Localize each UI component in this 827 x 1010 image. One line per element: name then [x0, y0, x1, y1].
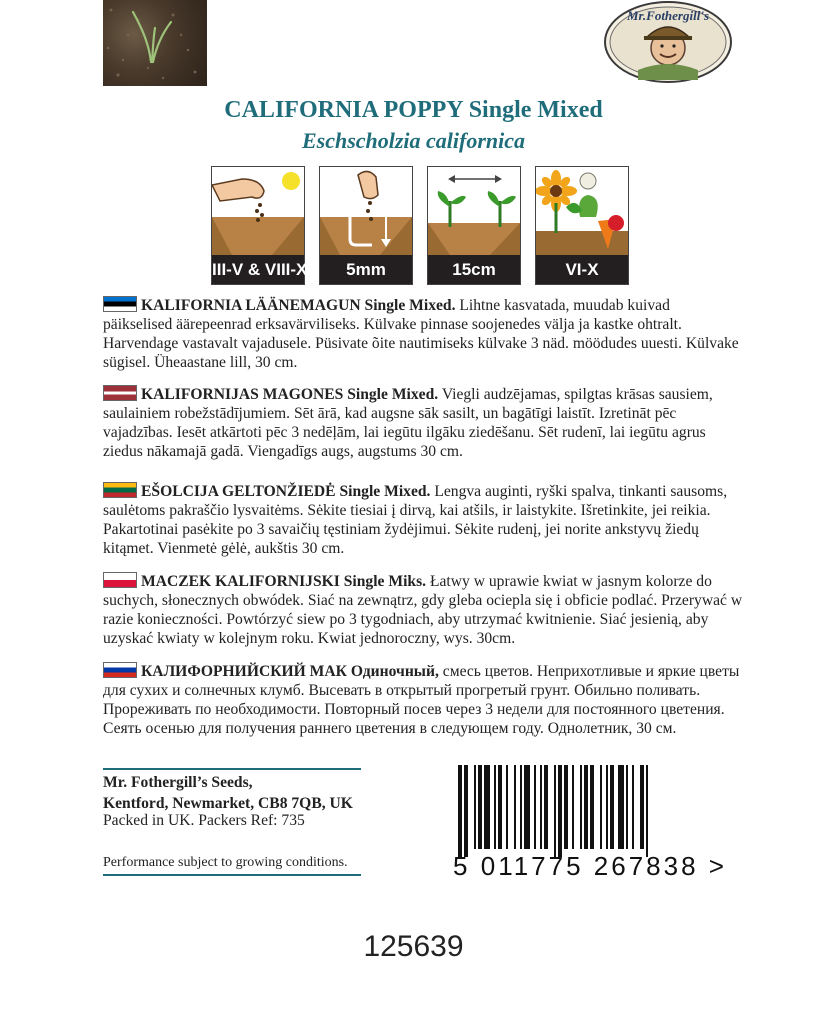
- barcode-bar: [458, 765, 462, 857]
- section-text: Łatwy w uprawie kwiat w jasnym kolorze do suchych, słonecznych obwódek. Siać na zewnątrz, gdy gleba ociepla się i obficie podlać. Przerywać w razie konieczności. Powtórzyć siew po 3 tygodniach, aby utrzymać kwitnienie. Siać jesienią, aby uzyskać kwiaty w kolejnym roku. Kwiat jednoroczny, wys. 30cm.: [103, 573, 743, 647]
- section-russian: [103, 662, 743, 738]
- barcode-bar: [514, 765, 516, 849]
- barcode: [440, 763, 740, 888]
- plant-spacing-icon: [428, 167, 520, 255]
- barcode-bar: [558, 765, 562, 857]
- flowering-period-card: [535, 166, 629, 285]
- barcode-bar: [572, 765, 574, 849]
- seedling-icon: [103, 0, 207, 86]
- section-heading: KALIFORNIA LÄÄNEMAGUN Single Mixed.: [141, 297, 456, 314]
- sowing-period-card: [211, 166, 308, 285]
- barcode-bar: [600, 765, 602, 849]
- barcode-bar: [506, 765, 508, 849]
- section-lithuanian: [103, 482, 743, 558]
- barcode-bar: [584, 765, 588, 849]
- brand-name: Mr.Fothergill's: [627, 8, 709, 23]
- section-polish: [103, 572, 743, 648]
- section-heading: EŠOLCIJA GELTONŽIEDĖ Single Mixed.: [141, 483, 431, 500]
- seedling-photo: [103, 0, 207, 86]
- section-latvian: [103, 385, 743, 461]
- section-heading: MACZEK KALIFORNIJSKI Single Miks.: [141, 573, 427, 590]
- barcode-bar: [464, 765, 468, 857]
- barcode-bar: [554, 765, 556, 857]
- section-text: смесь цветов. Неприхотливые и яркие цветы для сухих и солнечных клумб. Высевать в открытый прогретый грунт. Обильно поливать. Прореживать по необходимости. Повторный посев через 3 недели для постоянного цветения. Сеять осенью для получения раннего цветения в следующем году. Однолетник, 30 см.: [103, 663, 740, 737]
- barcode-bar: [540, 765, 542, 849]
- spacing-label: 15cm: [428, 255, 520, 284]
- poland-flag-icon: [103, 572, 137, 588]
- barcode-bar: [484, 765, 490, 849]
- barcode-bar: [590, 765, 594, 849]
- flowers-vegetables-icon: [536, 167, 628, 255]
- barcode-bar: [610, 765, 614, 849]
- russia-flag-icon: [103, 662, 137, 678]
- barcode-bar: [618, 765, 624, 849]
- sowing-by-hand-icon: [212, 167, 304, 255]
- barcode-digits: 5 011775 267838 >: [453, 851, 727, 881]
- sowing-depth-icon: [320, 167, 412, 255]
- company-location: Kentford, Newmarket, CB8 7QB, UK: [103, 795, 353, 812]
- barcode-bar: [520, 765, 522, 849]
- spacing-card: [427, 166, 521, 285]
- barcode-bar: [646, 765, 648, 857]
- product-code: 125639: [363, 930, 464, 963]
- company-name: Mr. Fothergill’s Seeds,: [103, 774, 253, 791]
- company-address: [103, 768, 361, 814]
- barcode-bar: [498, 765, 502, 849]
- brand-logo-icon: [602, 0, 734, 84]
- sowing-depth-card: [319, 166, 413, 285]
- section-text: Viegli audzējamas, spilgtas krāsas sausiem, saulainiem robežstādījumiem. Sēt ārā, kad augsne sāk sasilt, un bagātīgi laistīt. Izretināt pēc vajadzības. Iesēt atkārtoti pēc 3 nedēļām, lai iegūtu ilgāku ziedēšanu. Sēt rudenī, lai iegūtu agrus ziedus nākamajā gadā. Viengadīgs augs, augstums 30 cm.: [103, 386, 713, 460]
- brand-logo: [602, 0, 734, 84]
- section-heading: KALIFORNIJAS MAGONES Single Mixed.: [141, 386, 439, 403]
- section-text: Lihtne kasvatada, muudab kuivad päikselised äärepeenrad erksavärviliseks. Külvake pinnase soojenedes välja ja kastke ohtralt. Harvendage vastavalt vajadusele. Püsivate õite nautimiseks külvake 3 näd. möödudes uuesti. Külvake sügisel. Üheaastane lill, 30 cm.: [103, 297, 739, 371]
- latvia-flag-icon: [103, 385, 137, 401]
- section-estonian: [103, 296, 743, 372]
- sowing-period-label: III-V & VIII-X: [212, 255, 304, 284]
- barcode-bar: [534, 765, 536, 849]
- barcode-icon: [440, 763, 740, 888]
- barcode-bar: [474, 765, 476, 849]
- barcode-bar: [626, 765, 628, 849]
- performance-disclaimer: Performance subject to growing conditions.: [103, 855, 361, 876]
- barcode-bar: [544, 765, 548, 849]
- barcode-bar: [564, 765, 568, 849]
- barcode-bar: [632, 765, 634, 849]
- sowing-depth-label: 5mm: [320, 255, 412, 284]
- estonia-flag-icon: [103, 296, 137, 312]
- flowering-period-label: VI-X: [536, 255, 628, 284]
- barcode-bar: [524, 765, 530, 849]
- section-text: Lengva auginti, ryški spalva, tinkanti sausoms, saulėtoms pakraščio lysvaitėms. Sėkite tiesiai į dirvą, kai atšils, ir laistykite. Išretinkite, jei reikia. Pakartotinai pasėkite po 3 savaičių tęstiniam žydėjimui. Sėkite rudenį, jei norite ankstyvų žiedų kitąmet. Vienmetė gėlė, aukštis 30 cm.: [103, 483, 728, 557]
- packer-reference: Packed in UK. Packers Ref: 735: [103, 812, 305, 829]
- barcode-bar: [494, 765, 496, 849]
- product-title: CALIFORNIA POPPY Single Mixed: [224, 97, 603, 123]
- lithuania-flag-icon: [103, 482, 137, 498]
- product-latin-name: Eschscholzia californica: [301, 128, 526, 153]
- barcode-bar: [580, 765, 582, 849]
- section-heading: КАЛИФОРНИЙСКИЙ МАК Одиночный,: [141, 663, 439, 680]
- barcode-bar: [606, 765, 608, 849]
- barcode-bar: [640, 765, 644, 849]
- barcode-bar: [478, 765, 482, 849]
